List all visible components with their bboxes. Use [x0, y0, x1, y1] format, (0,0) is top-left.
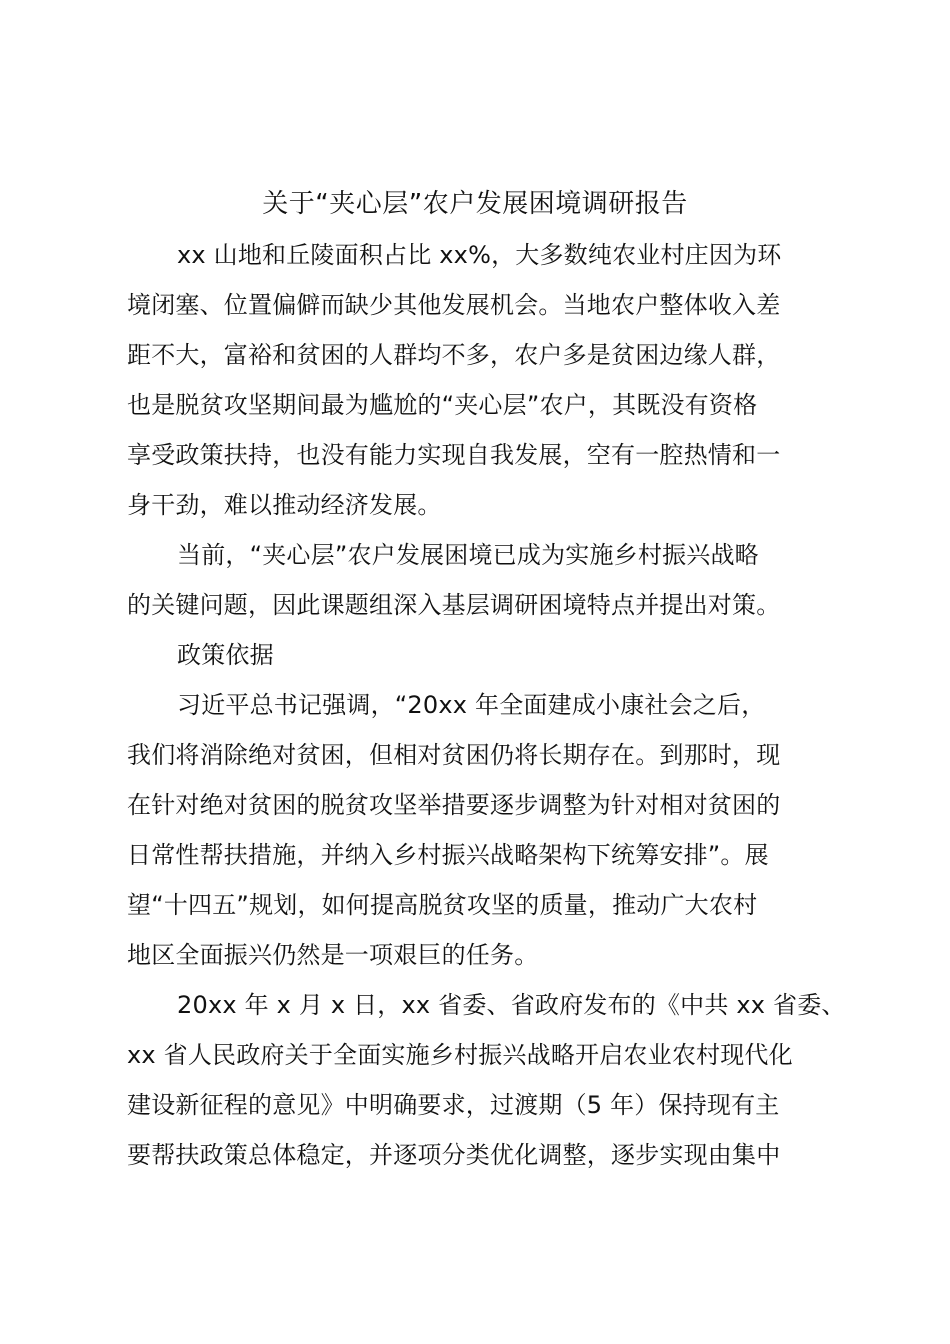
body-text-line: 也是脱贫攻坚期间最为尴尬的“夹心层”农户，其既没有资格 — [127, 391, 758, 419]
body-text-line: 要帮扶政策总体稳定，并逐项分类优化调整，逐步实现由集中 — [127, 1141, 781, 1169]
body-text-line: xx 省人民政府关于全面实施乡村振兴战略开启农业农村现代化 — [127, 1041, 793, 1069]
body-text-line: 当前，“夹心层”农户发展困境已成为实施乡村振兴战略 — [177, 541, 759, 569]
body-text-line: 境闭塞、位置偏僻而缺少其他发展机会。当地农户整体收入差 — [127, 291, 781, 319]
body-text-line: 享受政策扶持，也没有能力实现自我发展，空有一腔热情和一 — [127, 441, 781, 469]
body-text-line: 望“十四五”规划，如何提高脱贫攻坚的质量，推动广大农村 — [127, 891, 758, 919]
document-title: 关于“夹心层”农户发展困境调研报告 — [262, 189, 688, 219]
body-text-line: xx 山地和丘陵面积占比 xx%，大多数纯农业村庄因为环 — [177, 241, 782, 269]
body-text-line: 习近平总书记强调，“20xx 年全面建成小康社会之后， — [177, 691, 766, 719]
document-body — [127, 230, 846, 1180]
body-text-line: 身干劲，难以推动经济发展。 — [127, 491, 442, 519]
body-text-line: 政策依据 — [177, 641, 274, 669]
body-text-line: 地区全面振兴仍然是一项艰巨的任务。 — [127, 941, 539, 969]
body-text-line: 日常性帮扶措施，并纳入乡村振兴战略架构下统筹安排”。展 — [127, 841, 769, 869]
body-text-line: 我们将消除绝对贫困，但相对贫困仍将长期存在。到那时，现 — [127, 741, 781, 769]
body-text-line: 在针对绝对贫困的脱贫攻坚举措要逐步调整为针对相对贫困的 — [127, 791, 781, 819]
body-text-line: 建设新征程的意见》中明确要求，过渡期（5 年）保持现有主 — [127, 1091, 780, 1119]
body-text-line: 的关键问题，因此课题组深入基层调研困境特点并提出对策。 — [127, 591, 781, 619]
body-text-line: 距不大，富裕和贫困的人群均不多，农户多是贫困边缘人群， — [127, 341, 781, 369]
body-text-line: 20xx 年 x 月 x 日，xx 省委、省政府发布的《中共 xx 省委、 — [177, 991, 846, 1019]
